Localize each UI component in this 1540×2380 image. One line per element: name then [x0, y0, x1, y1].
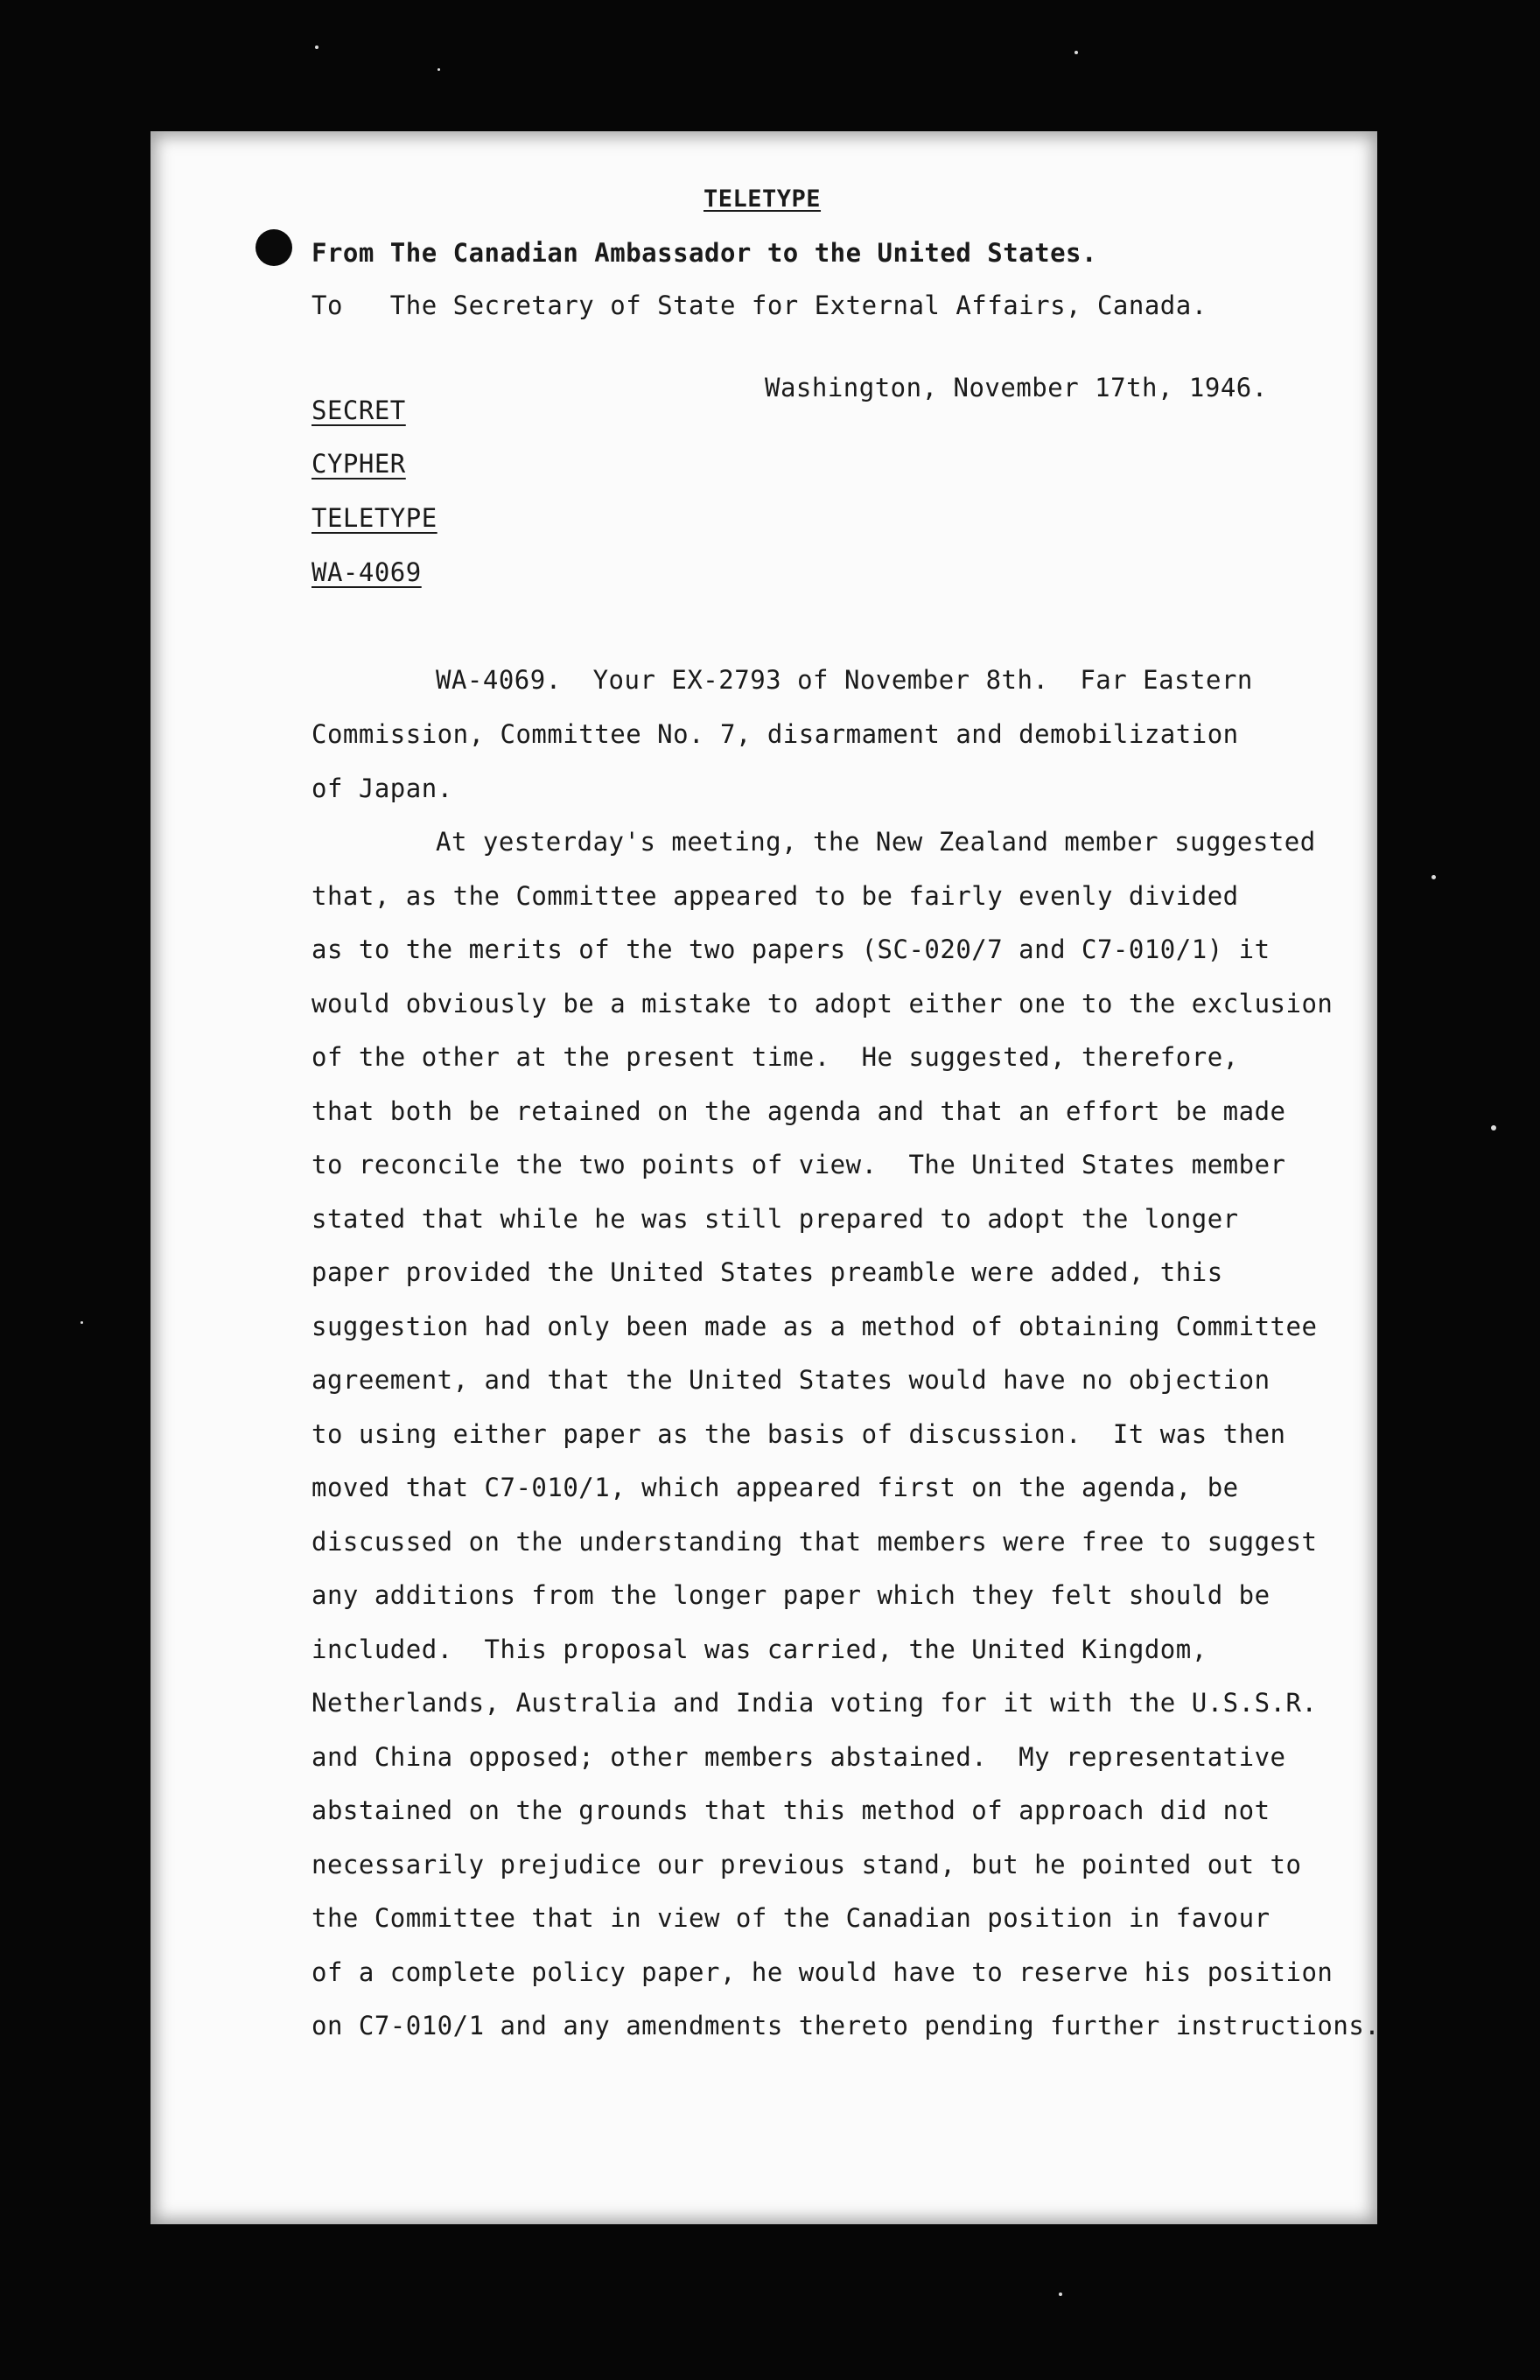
to-line: To The Secretary of State for External Affairs, Canada. — [312, 290, 1208, 320]
document-title: TELETYPE — [704, 186, 822, 213]
place-date: Washington, November 17th, 1946. — [765, 373, 1268, 402]
body-line: of a complete policy paper, he would have to reserve his position — [312, 1957, 1334, 1987]
body-line: to using either paper as the basis of discussion. It was then — [312, 1419, 1286, 1449]
body-line: WA-4069. Your EX-2793 of November 8th. Far Eastern — [436, 665, 1253, 695]
classification-cypher: CYPHER — [312, 449, 406, 479]
dust-speck — [315, 46, 318, 49]
body-line: Commission, Committee No. 7, disarmament and demobilization — [312, 719, 1239, 749]
body-line: on C7-010/1 and any amendments thereto pending further instructions. — [312, 2011, 1381, 2040]
body-line: Netherlands, Australia and India voting for it with the U.S.S.R. — [312, 1688, 1318, 1718]
body-line: would obviously be a mistake to adopt either one to the exclusion — [312, 989, 1334, 1018]
body-line: that both be retained on the agenda and that an effort be made — [312, 1096, 1286, 1126]
body-line: and China opposed; other members abstained. My representative — [312, 1742, 1286, 1772]
body-line: that, as the Committee appeared to be fairly evenly divided — [312, 881, 1239, 911]
body-line: included. This proposal was carried, the United Kingdom, — [312, 1634, 1208, 1664]
body-line: paper provided the United States preamble were added, this — [312, 1257, 1223, 1287]
body-line: moved that C7-010/1, which appeared first on the agenda, be — [312, 1473, 1239, 1502]
body-line: discussed on the understanding that members were free to suggest — [312, 1527, 1318, 1557]
classification-reference: WA-4069 — [312, 557, 422, 587]
body-line: to reconcile the two points of view. The United States member — [312, 1150, 1286, 1180]
body-line: agreement, and that the United States would have no objection — [312, 1365, 1270, 1395]
dust-speck — [1491, 1125, 1496, 1130]
body-line: necessarily prejudice our previous stand, but he pointed out to — [312, 1850, 1302, 1880]
body-line: of the other at the present time. He suggested, therefore, — [312, 1042, 1239, 1072]
dust-speck — [1074, 51, 1078, 54]
body-line: any additions from the longer paper which they felt should be — [312, 1580, 1270, 1610]
body-line: the Committee that in view of the Canadian position in favour — [312, 1903, 1270, 1933]
dust-speck — [1432, 875, 1436, 879]
classification-secret: SECRET — [312, 396, 406, 425]
body-line: At yesterday's meeting, the New Zealand member suggested — [436, 827, 1316, 857]
punch-hole — [256, 229, 292, 266]
body-line: suggestion had only been made as a method of obtaining Committee — [312, 1312, 1318, 1341]
body-line: of Japan. — [312, 774, 453, 803]
body-line: as to the merits of the two papers (SC-020/7 and C7-010/1) it — [312, 934, 1270, 964]
dust-speck — [438, 68, 440, 71]
from-line: From The Canadian Ambassador to the United States. — [312, 238, 1097, 268]
body-line: stated that while he was still prepared to adopt the longer — [312, 1204, 1239, 1234]
classification-teletype: TELETYPE — [312, 503, 438, 533]
body-line: abstained on the grounds that this method of approach did not — [312, 1796, 1270, 1825]
dust-speck — [80, 1321, 83, 1324]
dust-speck — [1059, 2292, 1062, 2296]
